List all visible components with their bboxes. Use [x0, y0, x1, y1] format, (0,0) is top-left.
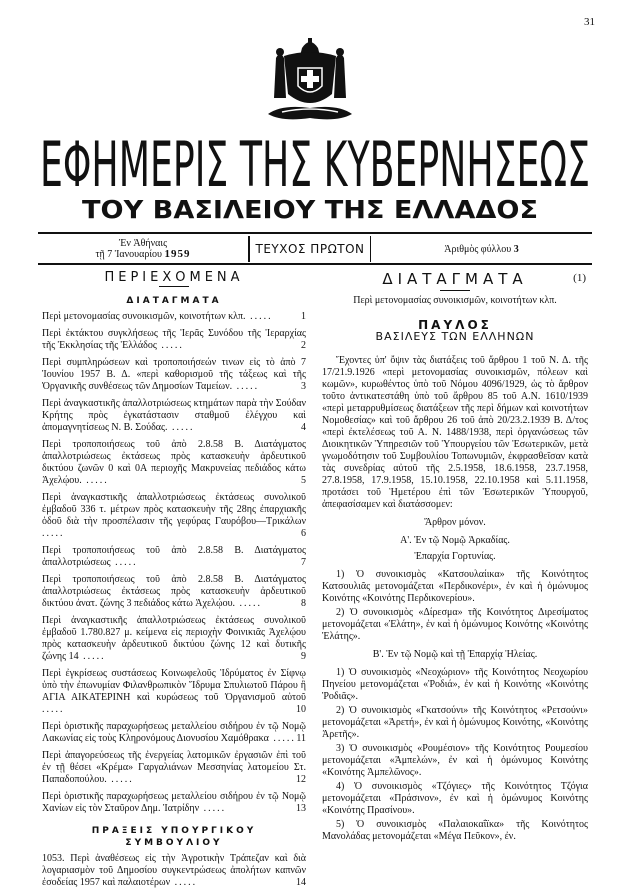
dot-leader: ..... — [156, 340, 184, 351]
contents-item — [42, 439, 306, 487]
decree-item: 1) Ὁ συνοικισμὸς «Νεοχώριον» τῆς Κοινότητος Νεοχωρίου Πηνείου μετονομάζεται «Ῥοδιά», ἐν καὶ ἡ Κοινότης «Κοινότης Ῥοδιᾶς». — [322, 667, 588, 702]
contents-item — [42, 545, 306, 569]
contents-item — [42, 791, 306, 815]
contents-item-page: 10 — [296, 704, 306, 715]
dot-leader: ..... — [245, 311, 273, 322]
dot-leader: ..... — [81, 475, 109, 486]
contents-item-page: 2 — [301, 340, 306, 351]
contents-item — [42, 668, 306, 716]
coat-of-arms-emblem — [262, 34, 358, 130]
dot-leader: ..... — [268, 733, 296, 744]
province-a-heading: Ἐπαρχία Γορτυνίας. — [414, 551, 496, 562]
issue-year: 1959 — [164, 248, 191, 260]
section-a-heading: Α'. Ἐν τῷ Νομῷ Ἀρκαδίας. — [400, 535, 510, 546]
contents-item-text: Περὶ συμπληρώσεων καὶ τροποποιήσεών τινων εἰς τὸ ἀπὸ 7 Ἰουνίου 1957 Β. Δ. «περὶ καθορισμοῦ τῆς τάξεως καὶ τῆς Ὀργανικῆς συνθέσεως τῶν Δημοσίων Ταμείων. — [42, 357, 306, 392]
contents-item — [42, 357, 306, 393]
contents-item — [42, 853, 306, 889]
contents-item — [42, 721, 306, 745]
dot-leader: ..... — [167, 422, 195, 433]
dot-leader: ..... — [78, 651, 106, 662]
contents-item-page: 3 — [301, 381, 306, 392]
contents-section-decrees: ΔΙΑΤΑΓΜΑΤΑ — [126, 296, 222, 306]
dot-leader: ..... — [106, 774, 134, 785]
decree-subject: Περὶ μετονομασίας συνοικισμῶν, κοινοτήτων κλπ. — [353, 295, 557, 306]
divider — [38, 232, 592, 234]
decree-heading-text: ΔΙΑΤΑΓΜΑΤΑ — [382, 270, 528, 288]
article-heading: Ἄρθρον μόνον. — [424, 517, 486, 528]
contents-item-text: Περὶ μετονομασίας συνοικισμῶν, κοινοτήτων κλπ. — [42, 311, 246, 322]
decree-item: 4) Ὁ συνοικισμὸς «Τζόγιες» τῆς Κοινότητος Τζόγια μετονομάζεται «Πράσινον», ἐν καὶ ἡ ὁμώνυμος Κοινότης «Κοινότης Πρασίνου». — [322, 781, 588, 816]
contents-item-page: 13 — [296, 803, 306, 814]
contents-item-text: Περὶ τροποποιήσεως τοῦ ἀπὸ 2.8.58 Β. Διατάγματος ἀπαλλοτριώσεως ἐκτάσεως πρὸς κατασκευὴν ἀρδευτικοῦ δικτύου ζωνῶν 0 καὶ 0Α περιοχῆς Μακρυνείας πεδιάδος κάτω Ἀχελῴου. — [42, 439, 306, 486]
dot-leader: ..... — [232, 381, 260, 392]
contents-item — [42, 328, 306, 352]
gazette-title: ΕΦΗΜΕΡΙΣ ΤΗΣ ΚΥΒΕΡΝΗΣΕΩΣ — [40, 132, 590, 194]
gazette-title-svg — [38, 132, 592, 194]
dot-leader: ..... — [235, 598, 263, 609]
dot-leader: ..... — [110, 557, 138, 568]
issue-info-row — [38, 236, 592, 262]
dot-leader: ..... — [199, 803, 227, 814]
king-name: ΠΑΥΛΟΣ — [418, 318, 492, 332]
contents-item-text: 1053. Περὶ ἀναθέσεως εἰς τὴν Ἀγροτικὴν Τράπεζαν καὶ διὰ λογαριασμὸν τοῦ Δημοσίου συγκεντρώσεως ἀπολήτων καπνῶν ἐσοδείας 1957 καὶ παλαιοτέρων — [42, 853, 306, 888]
contents-item-page: 12 — [296, 774, 306, 785]
decree-column — [322, 270, 588, 849]
divider — [440, 290, 470, 291]
contents-item-text: Περὶ τροποποιήσεως τοῦ ἀπὸ 2.8.58 Β. Διατάγματος ἀπαλλοτριώσεως ἐκτάσεως πρὸς κατασκευὴν ἀρδευτικοῦ δικτύου ἀνατ. ζώνης 3 πεδιάδος κάτω Ἀχελῴου. — [42, 574, 306, 609]
issue-date — [38, 236, 248, 262]
divider — [38, 263, 592, 265]
gazette-subtitle: ΤΟΥ ΒΑΣΙΛΕΙΟΥ ΤΗΣ ΕΛΛΑΔΟΣ — [82, 195, 538, 224]
issue-place: Ἐν Ἀθήναις — [118, 238, 168, 249]
contents-item — [42, 574, 306, 610]
sheet-label: Ἀριθμὸς φύλλου — [444, 243, 512, 255]
contents-item — [42, 311, 306, 323]
section-b-heading: Β'. Ἐν τῷ Νομῷ καὶ τῇ Ἐπαρχίᾳ Ἠλείας. — [372, 649, 538, 660]
contents-item-page: 9 — [301, 651, 306, 662]
contents-heading: ΠΕΡΙΕΧΟΜΕΝΑ — [104, 270, 244, 285]
contents-item — [42, 750, 306, 786]
decree-item: 2) Ὁ συνοικισμὸς «Δίρεσμα» τῆς Κοινότητος Διρεσίματος μετονομάζεται «Ἐλάτη», ἐν καὶ ἡ ὁμώνυμος Κοινότης «Κοινότης Ἐλάτης». — [322, 607, 588, 642]
contents-item-text: Περὶ ὁριστικῆς παραχωρήσεως μεταλλείου σιδήρου ἐν τῷ Νομῷ Χανίων εἰς τὸν Σταῦρον Δημ. Ἰατρίδην — [42, 791, 306, 814]
king-title: ΒΑΣΙΛΕΥΣ ΤΩΝ ΕΛΛΗΝΩΝ — [375, 330, 535, 343]
decree-preamble: Ἔχοντες ὑπ' ὄψιν τὰς διατάξεις τοῦ ἄρθρου 1 τοῦ Ν. Δ. τῆς 17/21.9.1926 «περὶ μετονομασίας συνοικισμῶν, πόλεων καὶ κωμῶν», κυρωθέντος ὑπὸ τοῦ Νόμου 4096/1929, ὡς τὸ ἄρθρον τοῦτο ἀντικατεστάθη ὑπὸ τοῦ ἄρθρου 85 τοῦ Α.Ν. 1610/1939 «περὶ μεταρρυθμίσεως διατάξεων τῆς περὶ δήμων καὶ κοινοτήτων Νομοθεσίας» καὶ τοῦ ἄρθρου 26 τοῦ ἀπὸ 20/23.2.1939 Β. Δ/τος «περὶ ἐκτελέσεως τοῦ Α. Ν. 1488/1938, περὶ ὀργανώσεως τῶν Διοικητικῶν Ὑπηρεσιῶν τοῦ Ὑπουργείου τῶν Ἐσωτερικῶν, μετὰ γνωμοδότησιν τοῦ Συμβουλίου Τοπωνυμιῶν, ἐκφρασθεῖσαν κατὰ τὰς συνεδρίας αὐτοῦ τῆς 2.5.1958, 18.6.1958, 23.7.1958, 27.8.1958, 17.9.1958, 15.10.1958, 22.10.1958 καὶ 5.11.1958, προτάσει τοῦ Ἡμετέρου ἐπὶ τῶν Ἐσωτερικῶν Ὑπουργοῦ, ἀπεφασίσαμεν καὶ διατάσσομεν: — [322, 355, 588, 510]
dot-leader: ..... — [42, 528, 65, 539]
dot-leader: ..... — [42, 704, 65, 715]
issue-type: ΤΕΥΧΟΣ ΠΡΩΤΟΝ — [248, 236, 370, 262]
contents-item-text: Περὶ ὁριστικῆς παραχωρήσεως μεταλλείου σιδήρου ἐν τῷ Νομῷ Λακωνίας εἰς τοὺς Κληρονόμους Διονυσίου Χαμόθρακα — [42, 721, 306, 744]
contents-item — [42, 398, 306, 434]
contents-item-page: 11 — [296, 733, 306, 744]
decree-heading — [322, 270, 588, 288]
contents-item-text: Περὶ ἀπαγορεύσεως τῆς ἐνεργείας λατομικῶν ἐργασιῶν ἐπὶ τοῦ ἐν τῇ θέσει «Κρέμα» Γαργαλιάνων Μεσσηνίας λατομείου Στ. Παπαδοπούλου. — [42, 750, 306, 785]
page-number: 31 — [584, 16, 595, 28]
contents-column — [42, 270, 306, 894]
decree-item: 3) Ὁ συνοικισμὸς «Ρουμέσιον» τῆς Κοινότητος Ρουμεσίου μετονομάζεται «Ἀμπελών», ἐν καὶ ἡ ὁμώνυμος Κοινότης «Κοινότης Ἀμπελῶνος». — [322, 743, 588, 778]
contents-item-text: Περὶ τροποποιήσεως τοῦ ἀπὸ 2.8.58 Β. Διατάγματος ἀπαλλοτριώσεως — [42, 545, 306, 568]
sheet-number — [370, 236, 592, 262]
decree-item: 5) Ὁ συνοικισμὸς «Παλαιοκαΐϊκα» τῆς Κοινότητος Μανολάδας μετονομάζεται «Μέγα Πεῦκον», ἐν. — [322, 819, 588, 842]
contents-item-text: Περὶ ἀναγκαστικῆς ἀπαλλοτριώσεως ἐκτάσεως συνολικοῦ ἐμβαδοῦ 336 τ. μέτρων πρὸς κατασκευὴν τῆς 28ης ἐπαρχιακῆς ὁδοῦ διὰ τὴν προσπέλασιν τῆς γεφύρας Γαυρόβου—Τρικάλων — [42, 492, 306, 527]
dot-leader: ..... — [170, 877, 198, 888]
contents-item-page: 14 — [296, 877, 306, 888]
sheet-value: 3 — [513, 243, 519, 255]
decree-item: 2) Ὁ συνοικισμὸς «Γκατσούνι» τῆς Κοινότητος «Ρετσούνι» μετονομάζεται «Ἀρετή», ἐν καὶ ἡ ὁμώνυμος Κοινότης, «Κοινότης Ἀρετῆς». — [322, 705, 588, 740]
contents-item-page: 5 — [301, 475, 306, 486]
contents-item-text: Περὶ ἀναγκαστικῆς ἀπαλλοτριώσεως ἐκτάσεως συνολικοῦ ἐμβαδοῦ 1.780.827 μ. κείμενα εἰς περιοχὴν Φοινικιᾶς Ἀχελῴου πρὸς κατασκευὴν ἀρδευτικοῦ δικτύου ζώνης 12 καὶ δυτικῆς ζώνης 14 — [42, 615, 306, 662]
contents-item — [42, 492, 306, 540]
contents-item-page: 8 — [301, 598, 306, 609]
contents-item-page: 7 — [301, 557, 306, 568]
contents-item-page: 1 — [301, 311, 306, 322]
contents-item-text: Περὶ ἐκτάκτου συγκλήσεως τῆς Ἱερᾶς Συνόδου τῆς Ἱεραρχίας τῆς Ἐκκλησίας τῆς Ἑλλάδος — [42, 328, 306, 351]
contents-item-text: Περὶ ἀναγκαστικῆς ἀπαλλοτριώσεως κτημάτων παρὰ τὴν Σούδαν Κρήτης πρὸς ἐγκατάστασιν σταθμοῦ ἐλέγχου καὶ ἀπομαγνητίσεως Ν. Β. Σούδας. — [42, 398, 306, 433]
gazette-subtitle-svg — [80, 194, 540, 224]
contents-item-text: Περὶ ἐγκρίσεως συστάσεως Κοινωφελοῦς Ἱδρύματος ἐν Σίφνῳ ὑπὸ τὴν ἐπωνυμίαν Φιλανθρωπικὸν Ἵδρυμα Σπυλιωτοῦ Πάρου ἢ ΑΓΙΑ ΑΙΚΑΤΕΡΙΝΗ καὶ κυρώσεως τοῦ Ὀργανισμοῦ αὐτοῦ — [42, 668, 306, 703]
contents-section-acts: ΠΡΑΞΕΙΣ ΥΠΟΥΡΓΙΚΟΥ ΣΥΜΒΟΥΛΙΟΥ — [91, 826, 257, 848]
contents-item — [42, 615, 306, 663]
issue-day: τῇ 7 Ἰανουαρίου — [95, 249, 163, 260]
divider — [159, 286, 189, 287]
decree-item: 1) Ὁ συνοικισμὸς «Κατσουλαίικα» τῆς Κοινότητος Κατσουλιᾶς μετονομάζεται «Περδικονέρι», ἐν καὶ ἡ ὁμώνυμος Κοινότης «Κοινότης Περδικονερίου». — [322, 569, 588, 604]
contents-item-page: 4 — [301, 422, 306, 433]
contents-item-page: 6 — [301, 528, 306, 539]
decree-number: (1) — [573, 272, 586, 284]
